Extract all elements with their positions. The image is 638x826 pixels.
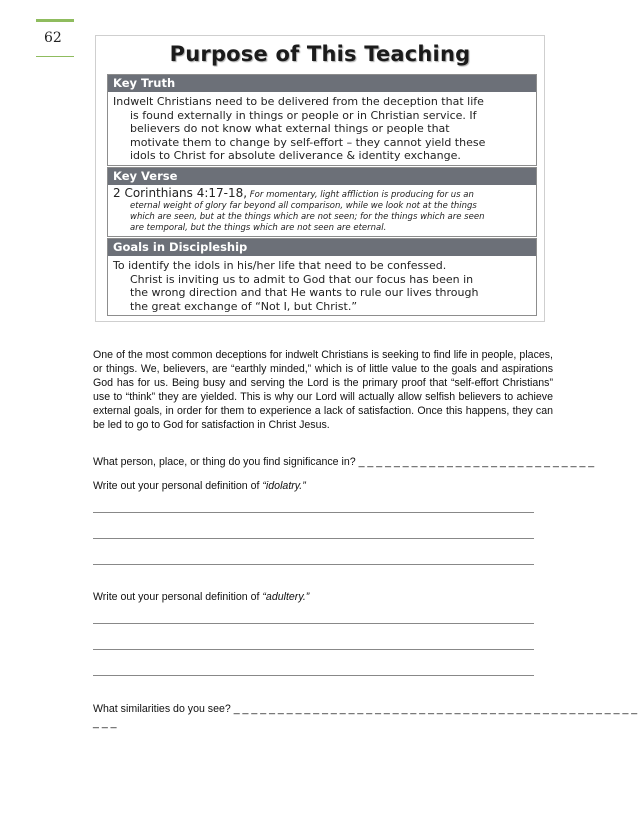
answer-line [93, 512, 534, 513]
key-truth-section [107, 74, 537, 166]
question-idolatry-prefix: Write out your personal definition of [93, 480, 263, 492]
page-number: 62 [44, 30, 62, 46]
question-adultery-prefix: Write out your personal definition of [93, 591, 263, 603]
key-truth-line: believers do not know what external things or people that [130, 122, 450, 136]
figure-title: Purpose of This Teaching [169, 42, 471, 66]
goals-section [107, 238, 537, 316]
question-similarities-blank: _ _ _ _ _ _ _ _ _ _ _ _ _ _ _ _ _ _ _ _ _ _ _ _ _ _ _ _ _ _ _ _ _ _ _ _ _ _ _ _ _ _ _ _ _ _ _ _ _ [93, 703, 638, 729]
key-truth-body [108, 92, 536, 165]
verse-line: For momentary, light affliction is producing for us an [249, 190, 474, 200]
verse-line: are temporal, but the things which are not seen are eternal. [130, 223, 387, 233]
answer-line [93, 538, 534, 539]
intro-paragraph: One of the most common deceptions for indwelt Christians is seeking to find life in people, places, or things. We, believers, are “earthly minded,” which is of little value to the goals and aspirations God has for us. Being busy and serving the Lord is the primary proof that “self-effort Christians” use to “think” they are yielded. This is why our Lord will actually allow selfish believers to achieve external goals, in order for them to experience a lack of satisfaction. Once this happens, they can be led to go to God for satisfaction in Christ Jesus. [93, 349, 553, 431]
question-significance [93, 455, 594, 469]
key-verse-heading: Key Verse [108, 168, 536, 185]
answer-line [93, 675, 534, 676]
verse-line: eternal weight of glory far beyond all comparison, while we look not at the things [130, 201, 477, 211]
goals-line: To identify the idols in his/her life that need to be confessed. [113, 259, 447, 272]
question-significance-blank: _ _ _ _ _ _ _ _ _ _ _ _ _ _ _ _ _ _ _ _ _ _ _ _ _ _ _ [355, 456, 595, 468]
answer-line [93, 649, 534, 650]
key-truth-line: idols to Christ for absolute deliverance & identity exchange. [130, 149, 461, 163]
answer-line [93, 623, 534, 624]
verse-reference: 2 Corinthians 4:17-18, [113, 186, 248, 200]
answer-line [93, 564, 534, 565]
key-verse-body [108, 185, 536, 236]
question-idolatry [93, 479, 306, 493]
question-significance-text: What person, place, or thing do you find significance in? [93, 456, 356, 468]
key-truth-line: is found externally in things or people or in Christian service. If [130, 108, 477, 122]
verse-line: which are seen, but at the things which are not seen; for the things which are seen [130, 212, 485, 222]
key-verse-section [107, 167, 537, 237]
goals-line: the great exchange of “Not I, but Christ.” [130, 299, 358, 313]
key-truth-line: motivate them to change by self-effort – they cannot yield these [130, 135, 486, 149]
goals-body [108, 256, 536, 315]
question-similarities-text: What similarities do you see? [93, 703, 231, 715]
question-adultery [93, 590, 309, 604]
goals-line: Christ is inviting us to admit to God that our focus has been in [130, 272, 474, 286]
purpose-of-teaching-figure [95, 35, 545, 322]
page-number-top-rule [36, 19, 74, 22]
goals-line: the wrong direction and that He wants to rule our lives through [130, 286, 479, 300]
page-number-bottom-rule [36, 56, 74, 57]
question-idolatry-term: “idolatry.” [262, 480, 306, 492]
goals-heading: Goals in Discipleship [108, 239, 536, 256]
key-truth-heading: Key Truth [108, 75, 536, 92]
question-adultery-term: “adultery.” [262, 591, 310, 603]
key-truth-line: Indwelt Christians need to be delivered from the deception that life [113, 95, 484, 108]
question-similarities [93, 702, 638, 730]
